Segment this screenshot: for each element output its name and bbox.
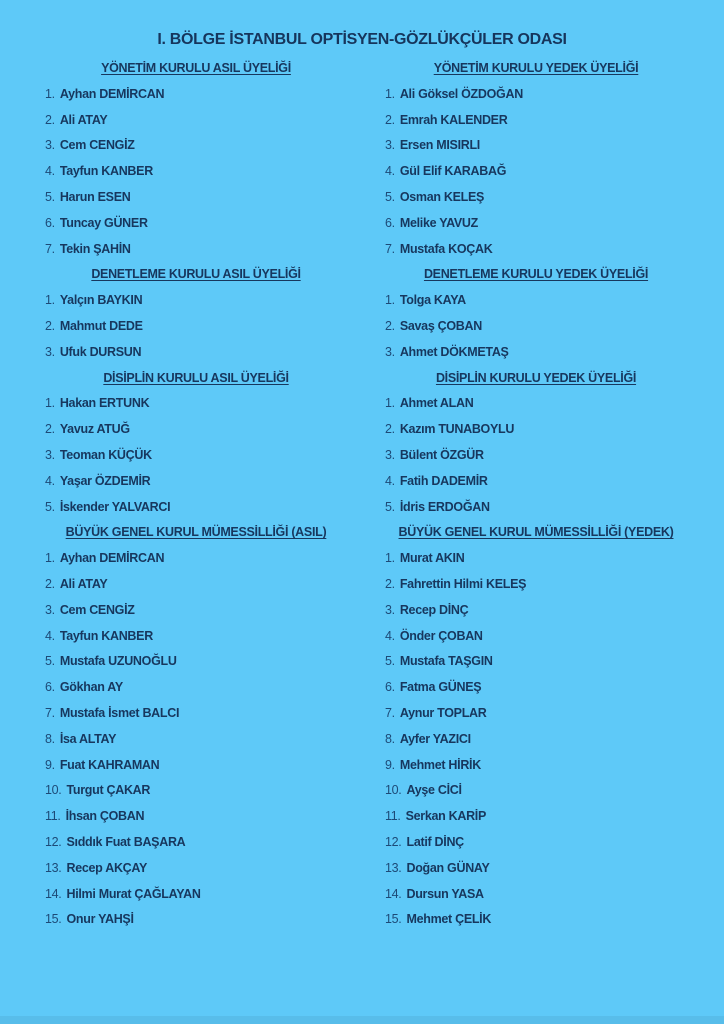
member-row	[0, 572, 362, 598]
member-name: Ahmet ALAN	[399, 396, 474, 411]
member-row	[0, 675, 362, 701]
member-name: Turgut ÇAKAR	[66, 783, 151, 798]
member-number: 5.	[385, 654, 395, 669]
member-number: 2.	[385, 112, 395, 127]
member-name: Tolga KAYA	[399, 293, 466, 308]
member-number: 2.	[45, 318, 55, 333]
section-header: DİSİPLİN KURULU ASIL ÜYELİĞİ	[103, 370, 289, 385]
member-name: Fatma GÜNEŞ	[399, 680, 482, 695]
section-header: YÖNETİM KURULU ASIL ÜYELİĞİ	[101, 61, 291, 75]
member-name: Doğan GÜNAY	[406, 860, 490, 875]
member-number: 1.	[45, 396, 55, 411]
member-number: 3.	[385, 447, 395, 462]
member-name: Yaşar ÖZDEMİR	[59, 473, 151, 488]
member-number: 3.	[45, 138, 55, 153]
member-number: 11.	[385, 809, 401, 824]
member-row	[362, 288, 724, 314]
member-row	[0, 417, 362, 443]
member-name: Serkan KARİP	[405, 809, 487, 824]
member-row	[362, 340, 724, 366]
member-name: Yavuz ATUĞ	[59, 422, 130, 437]
member-row	[0, 830, 362, 856]
member-number: 5.	[385, 499, 395, 514]
member-number: 13.	[385, 860, 402, 875]
member-number: 7.	[385, 241, 395, 256]
member-number: 13.	[45, 860, 62, 875]
member-row	[0, 314, 362, 340]
member-number: 2.	[45, 576, 55, 591]
member-name: Mustafa KOÇAK	[399, 241, 493, 256]
member-number: 12.	[45, 834, 62, 849]
member-name: Ahmet DÖKMETAŞ	[399, 344, 509, 359]
member-number: 2.	[45, 112, 55, 127]
member-name: Dursun YASA	[406, 886, 484, 901]
member-row	[362, 108, 724, 134]
member-name: Mehmet ÇELİK	[406, 912, 492, 927]
member-number: 9.	[45, 757, 55, 772]
member-name: Ali ATAY	[59, 112, 108, 127]
member-row	[362, 572, 724, 598]
member-row	[0, 778, 362, 804]
member-name: Gökhan AY	[59, 680, 123, 695]
member-row	[362, 314, 724, 340]
member-row	[0, 237, 362, 263]
member-number: 11.	[45, 809, 61, 824]
member-name: Ersen MISIRLI	[399, 138, 480, 153]
member-name: Ayhan DEMİRCAN	[59, 551, 165, 566]
member-row	[362, 417, 724, 443]
member-number: 3.	[45, 447, 55, 462]
member-number: 7.	[45, 241, 55, 256]
member-number: 4.	[385, 164, 395, 179]
member-row	[362, 675, 724, 701]
member-number: 1.	[385, 396, 395, 411]
member-row	[0, 133, 362, 159]
member-number: 8.	[385, 731, 395, 746]
member-number: 6.	[385, 680, 395, 695]
member-row	[362, 830, 724, 856]
member-name: Tekin ŞAHİN	[59, 241, 131, 256]
member-name: Bülent ÖZGÜR	[399, 447, 484, 462]
member-row	[362, 82, 724, 108]
member-name: Cem CENGİZ	[59, 138, 135, 153]
member-number: 6.	[385, 215, 395, 230]
member-row	[0, 108, 362, 134]
member-name: Hilmi Murat ÇAĞLAYAN	[66, 886, 201, 901]
member-row	[362, 778, 724, 804]
member-row	[0, 907, 362, 933]
member-number: 2.	[45, 422, 55, 437]
member-number: 12.	[385, 834, 402, 849]
member-row	[362, 649, 724, 675]
member-name: Melike YAVUZ	[399, 215, 478, 230]
member-row	[362, 495, 724, 521]
section-header: DENETLEME KURULU YEDEK ÜYELİĞİ	[423, 267, 649, 282]
member-number: 5.	[385, 189, 395, 204]
member-row	[362, 443, 724, 469]
member-name: Yalçın BAYKIN	[59, 293, 143, 308]
member-row	[0, 340, 362, 366]
member-name: Tuncay GÜNER	[59, 215, 148, 230]
member-name: Teoman KÜÇÜK	[59, 447, 152, 462]
member-number: 2.	[385, 422, 395, 437]
member-number: 1.	[45, 293, 55, 308]
member-row	[362, 546, 724, 572]
member-number: 6.	[45, 215, 55, 230]
member-name: Osman KELEŞ	[399, 189, 485, 204]
member-number: 15.	[385, 912, 402, 927]
member-number: 1.	[385, 551, 395, 566]
member-number: 3.	[45, 344, 55, 359]
bottom-edge	[0, 1016, 724, 1024]
member-number: 10.	[385, 783, 402, 798]
member-name: Savaş ÇOBAN	[399, 318, 482, 333]
member-row	[0, 882, 362, 908]
member-name: Mahmut DEDE	[59, 318, 143, 333]
member-number: 10.	[45, 783, 62, 798]
member-row	[362, 237, 724, 263]
member-number: 5.	[45, 499, 55, 514]
member-name: Mehmet HİRİK	[399, 757, 481, 772]
member-number: 5.	[45, 189, 55, 204]
member-row	[362, 211, 724, 237]
member-number: 4.	[385, 628, 395, 643]
member-row	[362, 185, 724, 211]
member-name: Mustafa İsmet BALCI	[59, 705, 180, 720]
member-number: 1.	[45, 551, 55, 566]
member-number: 7.	[385, 705, 395, 720]
section-header: DENETLEME KURULU ASIL ÜYELİĞİ	[91, 267, 301, 282]
member-row	[0, 598, 362, 624]
member-name: Ali ATAY	[59, 576, 108, 591]
member-name: Tayfun KANBER	[59, 628, 153, 643]
member-name: Mustafa UZUNOĞLU	[59, 654, 177, 669]
member-row	[362, 701, 724, 727]
member-number: 2.	[385, 318, 395, 333]
member-row	[362, 469, 724, 495]
member-name: İdris ERDOĞAN	[399, 499, 490, 514]
section-header: BÜYÜK GENEL KURUL MÜMESSİLLİĞİ (YEDEK)	[398, 525, 674, 540]
member-name: Gül Elif KARABAĞ	[399, 164, 507, 179]
member-row	[362, 391, 724, 417]
member-row	[0, 701, 362, 727]
member-name: Harun ESEN	[59, 189, 131, 204]
member-row	[0, 753, 362, 779]
member-row	[362, 856, 724, 882]
section-header: BÜYÜK GENEL KURUL MÜMESSİLLİĞİ (ASIL)	[65, 525, 327, 540]
member-number: 8.	[45, 731, 55, 746]
member-row	[362, 624, 724, 650]
member-name: Hakan ERTUNK	[59, 396, 150, 411]
member-name: Ali Göksel ÖZDOĞAN	[399, 86, 523, 101]
member-name: İskender YALVARCI	[59, 499, 171, 514]
member-name: Latif DİNÇ	[406, 834, 464, 849]
member-name: Ayşe CİCİ	[406, 783, 462, 798]
member-number: 2.	[385, 576, 395, 591]
member-name: Kazım TUNABOYLU	[399, 422, 515, 437]
section-header: DİSİPLİN KURULU YEDEK ÜYELİĞİ	[435, 370, 637, 385]
member-row	[0, 391, 362, 417]
member-name: İsa ALTAY	[59, 731, 117, 746]
member-number: 4.	[385, 473, 395, 488]
column-yedek	[362, 56, 724, 933]
member-number: 14.	[45, 886, 62, 901]
member-row	[0, 624, 362, 650]
member-row	[0, 159, 362, 185]
member-name: Fahrettin Hilmi KELEŞ	[399, 576, 527, 591]
member-row	[0, 288, 362, 314]
member-row	[362, 598, 724, 624]
member-row	[0, 185, 362, 211]
columns-container	[0, 56, 724, 933]
member-name: Mustafa TAŞGIN	[399, 654, 493, 669]
member-name: Sıddık Fuat BAŞARA	[66, 834, 186, 849]
member-name: Ayfer YAZICI	[399, 731, 471, 746]
member-number: 4.	[45, 473, 55, 488]
page-title: I. BÖLGE İSTANBUL OPTİSYEN-GÖZLÜKÇÜLER ODASI	[157, 31, 567, 48]
member-number: 3.	[385, 138, 395, 153]
member-number: 9.	[385, 757, 395, 772]
member-row	[0, 211, 362, 237]
member-row	[0, 495, 362, 521]
member-row	[0, 804, 362, 830]
member-number: 3.	[45, 602, 55, 617]
member-name: Önder ÇOBAN	[399, 628, 483, 643]
member-number: 3.	[385, 602, 395, 617]
member-name: Recep DİNÇ	[399, 602, 469, 617]
member-name: Murat AKIN	[399, 551, 465, 566]
member-number: 1.	[385, 293, 395, 308]
member-row	[362, 907, 724, 933]
column-asil	[0, 56, 362, 933]
member-number: 1.	[385, 86, 395, 101]
member-name: İhsan ÇOBAN	[65, 809, 145, 824]
member-row	[0, 649, 362, 675]
member-name: Tayfun KANBER	[59, 164, 153, 179]
member-row	[0, 82, 362, 108]
member-number: 7.	[45, 705, 55, 720]
member-name: Emrah KALENDER	[399, 112, 508, 127]
member-number: 6.	[45, 680, 55, 695]
member-number: 14.	[385, 886, 402, 901]
member-row	[0, 546, 362, 572]
member-row	[0, 443, 362, 469]
member-name: Onur YAHŞİ	[66, 912, 134, 927]
section-header: YÖNETİM KURULU YEDEK ÜYELİĞİ	[433, 61, 639, 75]
member-name: Cem CENGİZ	[59, 602, 135, 617]
member-row	[362, 882, 724, 908]
member-row	[362, 159, 724, 185]
member-number: 5.	[45, 654, 55, 669]
member-row	[0, 469, 362, 495]
member-row	[362, 727, 724, 753]
member-number: 1.	[45, 86, 55, 101]
member-row	[362, 133, 724, 159]
member-name: Ayhan DEMİRCAN	[59, 86, 165, 101]
member-name: Ufuk DURSUN	[59, 344, 142, 359]
member-row	[0, 727, 362, 753]
member-name: Fuat KAHRAMAN	[59, 757, 160, 772]
member-name: Recep AKÇAY	[66, 860, 148, 875]
member-number: 4.	[45, 628, 55, 643]
member-row	[0, 856, 362, 882]
member-name: Fatih DADEMİR	[399, 473, 488, 488]
member-name: Aynur TOPLAR	[399, 705, 487, 720]
member-number: 4.	[45, 164, 55, 179]
member-row	[362, 753, 724, 779]
member-row	[362, 804, 724, 830]
member-number: 3.	[385, 344, 395, 359]
member-number: 15.	[45, 912, 62, 927]
